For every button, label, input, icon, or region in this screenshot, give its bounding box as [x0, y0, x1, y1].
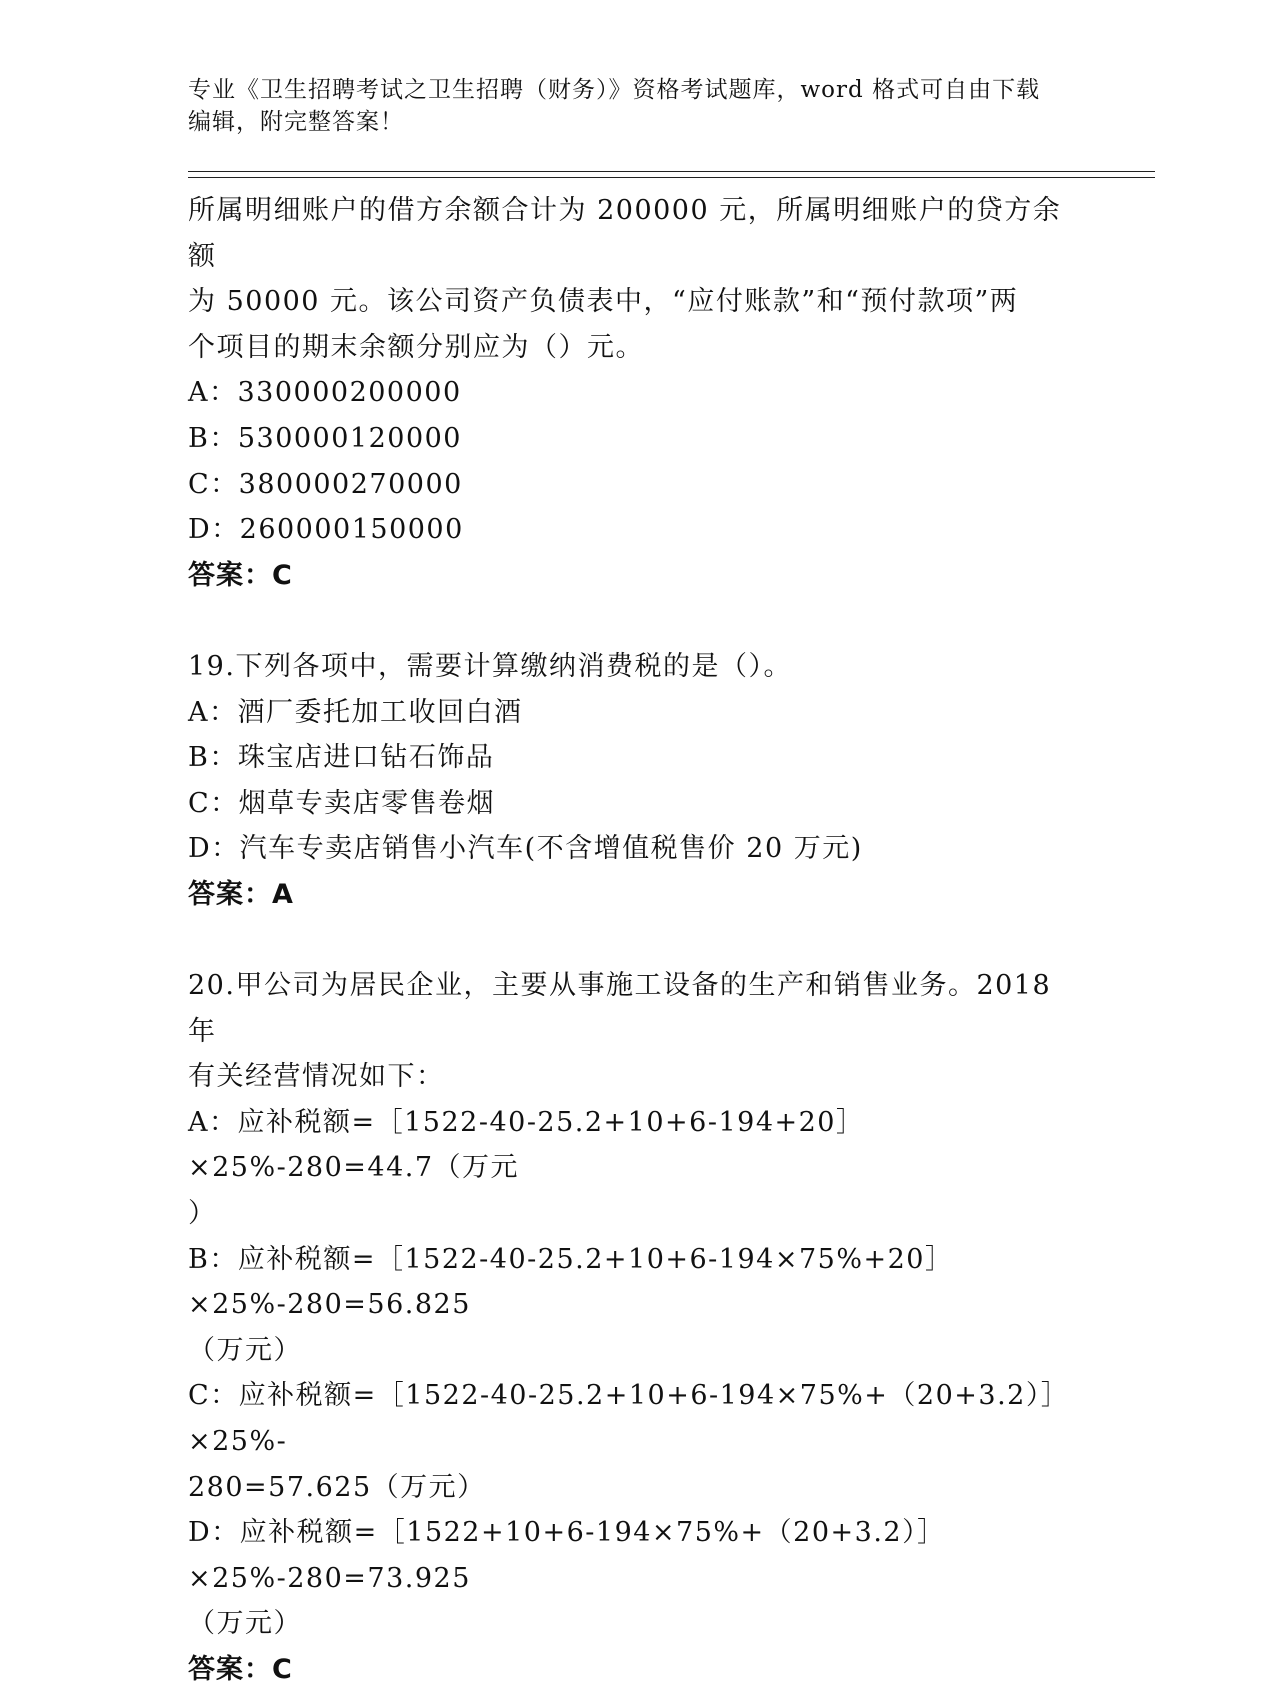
- document-header: [188, 74, 1088, 138]
- question-stem-line: 19.下列各项中，需要计算缴纳消费税的是（）。: [188, 650, 792, 682]
- question-18: [188, 188, 1088, 598]
- option-b: B：530000120000: [188, 422, 462, 454]
- option-a: A：酒厂委托加工收回白酒: [188, 696, 523, 728]
- spacer: [188, 598, 1088, 644]
- option-a: A：应补税额=［1522-40-25.2+10+6-194+20］×25%-280=44.7（万元: [188, 1106, 865, 1184]
- answer-label: 答案：A: [188, 878, 294, 910]
- option-b: B：应补税额=［1522-40-25.2+10+6-194×75%+20］×25%-280=56.825: [188, 1243, 954, 1321]
- option-b: B：珠宝店进口钻石饰品: [188, 742, 495, 774]
- header-divider-bottom: [188, 177, 1155, 178]
- question-stem-line: 为 50000 元。该公司资产负债表中，“应付账款”和“预付款项”两: [188, 286, 1019, 318]
- question-stem-line: 20.甲公司为居民企业，主要从事施工设备的生产和销售业务。2018 年: [188, 970, 1052, 1047]
- header-line-1: 专业《卫生招聘考试之卫生招聘（财务）》资格考试题库，word 格式可自由下载: [188, 77, 1041, 103]
- option-a: A：330000200000: [188, 377, 462, 409]
- question-content: [188, 188, 1088, 1693]
- option-b-continued: （万元）: [188, 1334, 302, 1366]
- option-a-continued: ）: [188, 1198, 217, 1230]
- question-20: [188, 963, 1088, 1693]
- answer-label: 答案：C: [188, 1654, 293, 1685]
- option-c: C：380000270000: [188, 468, 463, 500]
- question-stem-line: 个项目的期末余额分别应为（）元。: [188, 331, 644, 363]
- option-d: D：应补税额=［1522+10+6-194×75%+（20+3.2）］×25%-280=73.925: [188, 1517, 946, 1594]
- option-c: C：烟草专卖店零售卷烟: [188, 787, 496, 819]
- option-d: D：汽车专卖店销售小汽车(不含增值税售价 20 万元): [188, 833, 863, 865]
- option-d: D：260000150000: [188, 514, 464, 546]
- question-stem-line: 有关经营情况如下：: [188, 1061, 445, 1093]
- spacer: [188, 918, 1088, 964]
- option-c: C：应补税额=［1522-40-25.2+10+6-194×75%+（20+3.2）］×25%-: [188, 1380, 1070, 1458]
- question-19: [188, 644, 1088, 918]
- option-d-continued: （万元）: [188, 1608, 302, 1640]
- option-c-continued: 280=57.625（万元）: [188, 1471, 486, 1503]
- answer-label: 答案：C: [188, 559, 293, 591]
- question-stem-line: 所属明细账户的借方余额合计为 200000 元，所属明细账户的贷方余额: [188, 195, 1062, 272]
- header-line-2: 编辑，附完整答案！: [188, 109, 404, 135]
- header-divider-top: [188, 171, 1155, 172]
